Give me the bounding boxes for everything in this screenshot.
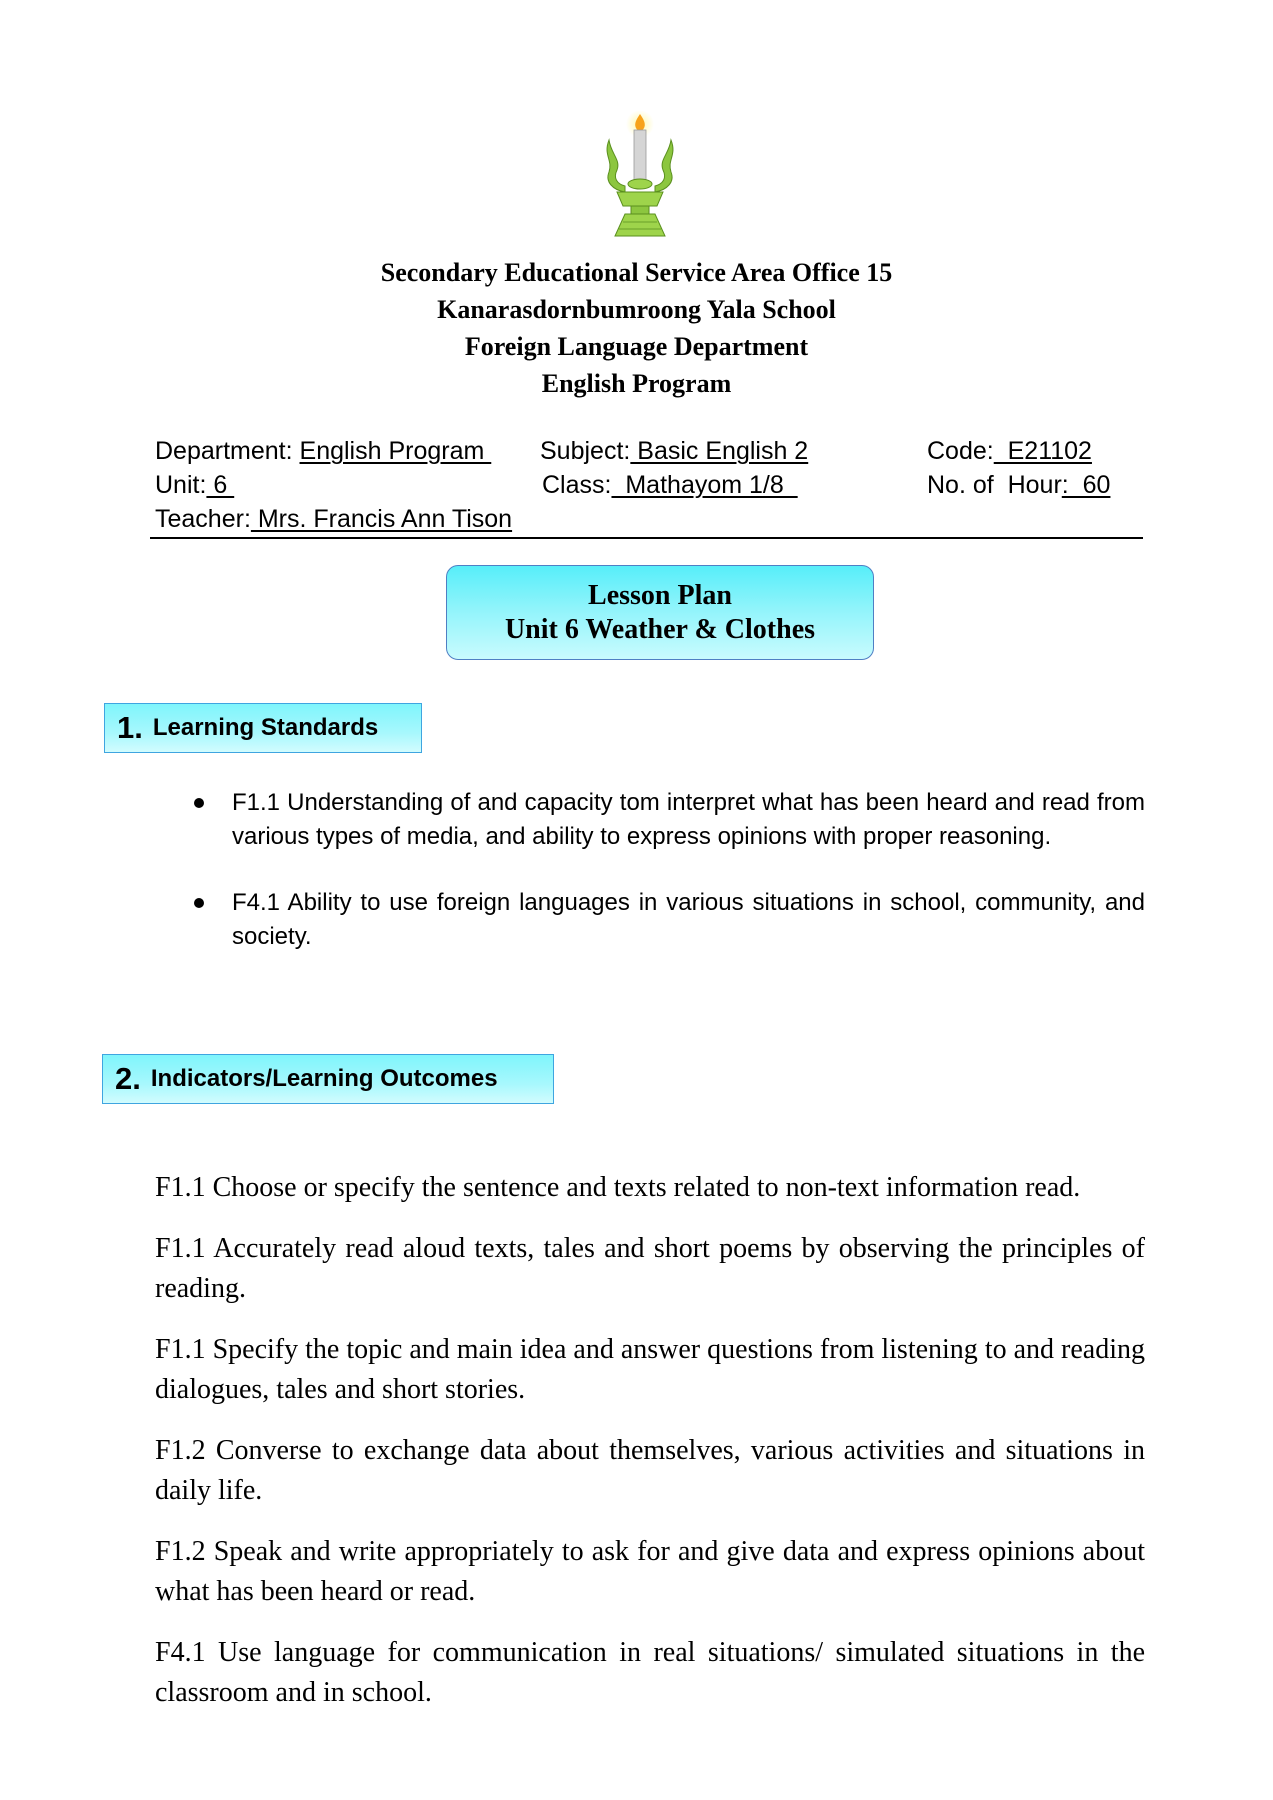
code-label: Code: (927, 437, 994, 465)
subject-value: Basic English 2 (630, 437, 809, 465)
outcome-item: F1.1 Choose or specify the sentence and texts related to non-text information read. (155, 1172, 1081, 1203)
bullet-icon (194, 898, 204, 908)
office-name: Secondary Educational Service Area Office 15 (380, 258, 893, 287)
section-label: Indicators/Learning Outcomes (150, 1065, 498, 1092)
header-divider (150, 537, 1143, 539)
subject-label: Subject: (540, 437, 631, 465)
list-item (190, 786, 1145, 854)
learning-standards-list (190, 786, 1145, 986)
section-heading-indicators (102, 1054, 554, 1104)
info-hours (927, 468, 1110, 502)
info-department (155, 434, 491, 468)
lesson-title-line2: Unit 6 Weather & Clothes (504, 613, 816, 645)
list-item-text: F4.1 Ability to use foreign languages in various situations in school, community, and society. (232, 889, 1145, 950)
learning-outcomes-list (155, 1168, 1145, 1734)
unit-value: 6 (206, 471, 235, 499)
list-item (190, 886, 1145, 954)
section-heading-learning-standards (104, 703, 422, 753)
school-name: Kanarasdornbumroong Yala School (437, 295, 836, 324)
hours-label: No. of Hour (927, 471, 1062, 499)
unit-label: Unit: (155, 471, 207, 499)
list-item-text: F1.1 Understanding of and capacity tom interpret what has been heard and read from various types of media, and ability to express opinions with proper reasoning. (232, 789, 1145, 850)
class-value: Mathayom 1/8 (611, 471, 798, 499)
info-unit (155, 468, 234, 502)
lesson-title-box (446, 565, 874, 660)
section-number: 2. (115, 1061, 141, 1096)
info-code (927, 434, 1092, 468)
department-value: English Program (299, 437, 492, 465)
class-label: Class: (542, 471, 612, 499)
teacher-label: Teacher: (155, 505, 251, 533)
info-teacher (155, 502, 512, 536)
info-subject (540, 434, 808, 468)
teacher-value: Mrs. Francis Ann Tison (250, 505, 513, 533)
code-value: E21102 (993, 437, 1092, 465)
department-name: Foreign Language Department (464, 332, 809, 361)
program-name: English Program (541, 369, 732, 398)
school-emblem-icon (595, 110, 685, 250)
outcome-item: F1.2 Converse to exchange data about themselves, various activities and situations in daily life. (155, 1435, 1145, 1506)
section-label: Learning Standards (152, 714, 379, 741)
section-number: 1. (117, 710, 143, 745)
outcome-item: F1.2 Speak and write appropriately to ask for and give data and express opinions about what has been heard or read. (155, 1536, 1145, 1607)
outcome-item: F1.1 Accurately read aloud texts, tales and short poems by observing the principles of reading. (155, 1233, 1145, 1304)
school-header (0, 254, 1273, 402)
bullet-icon (194, 798, 204, 808)
info-class (542, 468, 798, 502)
outcome-item: F1.1 Specify the topic and main idea and answer questions from listening to and reading dialogues, tales and short stories. (155, 1334, 1145, 1405)
department-label: Department: (155, 437, 300, 465)
hours-value: : 60 (1061, 471, 1111, 499)
lesson-title-line1: Lesson Plan (588, 579, 732, 611)
outcome-item: F4.1 Use language for communication in real situations/ simulated situations in the classroom and in school. (155, 1637, 1145, 1708)
